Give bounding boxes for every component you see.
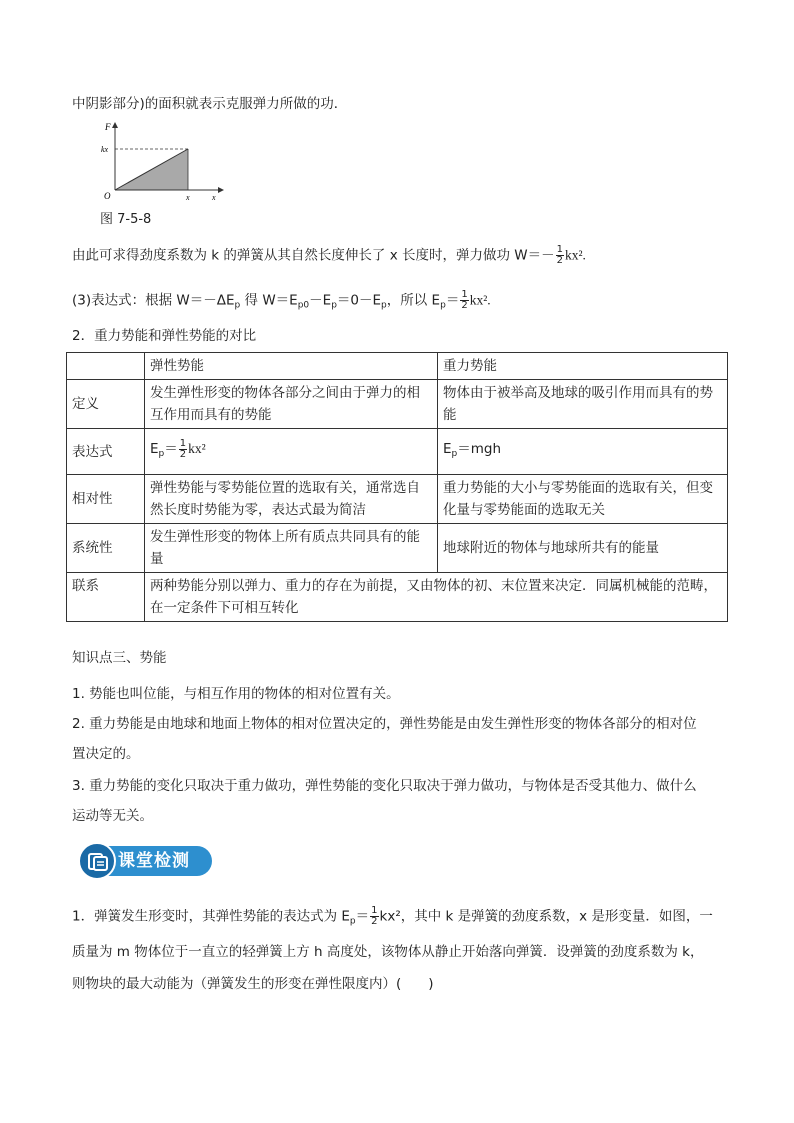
book-stack-icon (78, 842, 116, 880)
graph-svg (100, 120, 226, 204)
knowledge-item-2a: 2. 重力势能是由地球和地面上物体的相对位置决定的，弹性势能是由发生弹性形变的物体各部分的相对位 (72, 716, 697, 732)
expr-sub: p (158, 449, 165, 459)
cell-elastic: 发生弹性形变的物体上所有质点共同具有的能量 (145, 524, 438, 573)
axis-label-x: x (212, 193, 216, 202)
cell-gravity: 物体由于被举高及地球的吸引作用而具有的势能 (438, 380, 728, 429)
knowledge-item-1: 1. 势能也叫位能，与相互作用的物体的相对位置有关。 (72, 686, 400, 702)
q1-eq: ＝ (355, 908, 370, 925)
expr-e: E (443, 441, 452, 457)
frac-num: 1 (179, 437, 187, 449)
work-tail: kx². (565, 247, 586, 263)
expr-tail: ＝mgh (457, 441, 502, 457)
cell-elastic: 弹性势能与零势能位置的选取有关，通常选自然长度时势能为零，表达式最为简洁 (145, 475, 438, 524)
class-test-banner (78, 842, 212, 880)
table-corner-cell (67, 353, 145, 380)
frac-den: 2 (556, 255, 563, 266)
work-line (72, 245, 586, 266)
expr-tail: kx². (469, 292, 491, 308)
frac-num: 1 (461, 289, 468, 300)
fraction-half (370, 906, 378, 927)
header-gravity: 重力势能 (438, 353, 728, 380)
cell-elastic: 发生弹性形变的物体各部分之间由于弹力的相互作用而具有的势能 (145, 380, 438, 429)
question-1-line-1 (72, 906, 713, 932)
cell-gravity: 地球附近的物体与地球所共有的能量 (438, 524, 728, 573)
cell-gravity (438, 429, 728, 475)
expr-part6: ＝ (445, 292, 460, 309)
frac-num: 1 (371, 905, 378, 916)
table-header-row (67, 353, 728, 380)
figure-caption: 图 7-5-8 (100, 212, 152, 227)
expr-sub: p (381, 300, 387, 311)
expr-eq: ＝ (164, 441, 178, 457)
fraction-half (179, 439, 187, 460)
expr-part2: 得 W＝E (240, 292, 298, 309)
header-elastic: 弹性势能 (145, 353, 438, 380)
x-axis-arrow (218, 187, 224, 193)
tick-label-kx: kx (101, 145, 109, 154)
row-label: 联系 (67, 573, 145, 622)
q1-text-b: kx²，其中 k 是弹簧的劲度系数，x 是形变量．如图，一 (379, 908, 713, 925)
expr-part4: ＝0－E (336, 292, 382, 309)
expr-sub: p (234, 300, 241, 311)
cell-relation: 两种势能分别以弹力、重力的存在为前提，又由物体的初、末位置来决定．同属机械能的范畴，在一定条件下可相互转化 (145, 573, 728, 622)
question-1-line-2: 质量为 m 物体位于一直立的轻弹簧上方 h 高度处，该物体从静止开始落向弹簧．设弹簧的劲度系数为 k， (72, 944, 704, 960)
expr-part1: (3)表达式：根据 W＝－ΔE (72, 292, 235, 309)
knowledge-item-3b: 运动等无关。 (72, 808, 153, 824)
expr-sub: p (451, 449, 458, 459)
knowledge-item-2b: 置决定的。 (72, 746, 140, 762)
expr-sub-p0: p0 (297, 300, 310, 311)
expr-tail: kx² (188, 441, 206, 456)
row-label: 定义 (67, 380, 145, 429)
frac-den: 2 (371, 916, 378, 927)
knowledge-title: 知识点三、势能 (72, 650, 167, 666)
table-row-system (67, 524, 728, 573)
q1-sub: p (349, 916, 356, 927)
expression-line (72, 290, 491, 316)
frac-den: 2 (461, 300, 468, 311)
y-axis-arrow (112, 122, 118, 128)
force-displacement-graph (100, 120, 226, 204)
row-label: 表达式 (67, 429, 145, 475)
cell-gravity: 重力势能的大小与零势能面的选取有关，但变化量与零势能面的选取无关 (438, 475, 728, 524)
expr-sub: p (440, 300, 446, 311)
compare-title: 2．重力势能和弹性势能的对比 (72, 328, 257, 344)
frac-num: 1 (556, 244, 563, 255)
cell-elastic (145, 429, 438, 475)
question-1-line-3: 则物块的最大动能为（弹簧发生的形变在弹性限度内）( ) (72, 976, 434, 992)
row-label: 相对性 (67, 475, 145, 524)
origin-label: O (104, 191, 111, 201)
expr-part5: ，所以 E (386, 292, 441, 309)
table-row-expression (67, 429, 728, 475)
intro-line: 中阴影部分)的面积就表示克服弹力所做的功． (72, 96, 348, 112)
tick-label-x: x (186, 193, 190, 202)
expr-sub: p (331, 300, 337, 311)
expr-part3: －E (309, 292, 332, 309)
axis-label-F: F (105, 122, 111, 132)
table-row-definition (67, 380, 728, 429)
q1-text-a: 1．弹簧发生形变时，其弹性势能的表达式为 E (72, 908, 350, 925)
comparison-table (66, 352, 728, 622)
expr-e: E (150, 441, 159, 457)
fraction-half (460, 290, 468, 311)
banner-label: 课堂检测 (118, 851, 190, 871)
knowledge-item-3a: 3. 重力势能的变化只取决于重力做功，弹性势能的变化只取决于弹力做功，与物体是否受其他力、做什么 (72, 778, 697, 794)
frac-den: 2 (179, 448, 187, 460)
work-text: 由此可求得劲度系数为 k 的弹簧从其自然长度伸长了 x 长度时，弹力做功 W＝－ (72, 247, 555, 264)
row-label: 系统性 (67, 524, 145, 573)
fraction-half (556, 245, 564, 266)
table-row-relativity (67, 475, 728, 524)
table-row-relation (67, 573, 728, 622)
